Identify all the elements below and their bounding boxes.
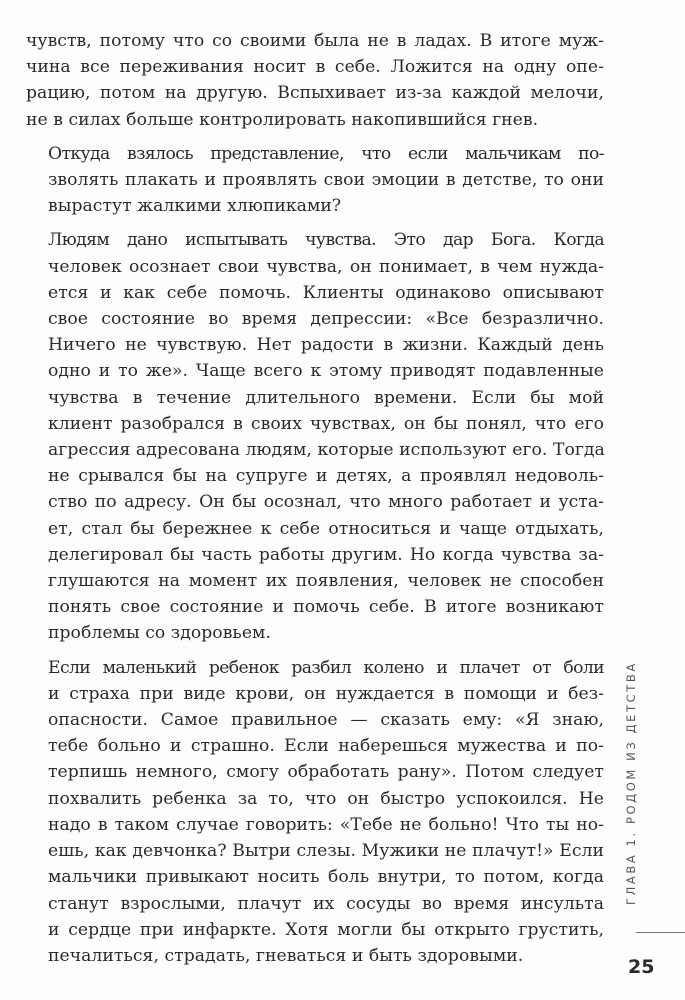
footer-rule	[636, 932, 685, 933]
text-line: понять свое состояние и помочь себе. В итоге возникают	[48, 597, 604, 618]
text-line: и сердце при инфаркте. Хотя могли бы открыто грустить,	[48, 919, 604, 940]
text-line: Ничего не чувствую. Нет радости в жизни. Каждый день	[48, 335, 604, 356]
text-line: агрессия адресована людям, которые используют его. Тогда	[48, 440, 605, 461]
text-line: свое состояние во время депрессии: «Все безразлично.	[48, 309, 604, 330]
text-line: чувств, потому что со своими была не в ладах. В итоге муж-	[26, 31, 604, 51]
running-head: ГЛАВА 1. РОДОМ ИЗ ДЕТСТВА	[624, 661, 638, 905]
text-line: ство по адресу. Он бы осознал, что много работает и уста-	[48, 492, 604, 513]
text-line: не срывался бы на супруге и детях, а проявлял недоволь-	[48, 466, 604, 487]
text-line: похвалить ребенка за то, что он быстро успокоился. Не	[48, 788, 604, 809]
text-line: одно и то же». Чаще всего к этому приводят подавленные	[48, 361, 604, 382]
text-line: проблемы со здоровьем.	[48, 623, 271, 644]
text-line: вырастут жалкими хлюпиками?	[48, 196, 342, 217]
paragraph-2	[26, 141, 604, 220]
text-line: ешь, как девчонка? Вытри слезы. Мужики не плачут!» Если	[48, 841, 604, 862]
text-line: Откуда взялось представление, что если мальчикам по-	[48, 143, 604, 164]
text-line: Людям дано испытывать чувства. Это дар Бога. Когда	[48, 230, 604, 251]
text-line: опасности. Самое правильное — сказать ему: «Я знаю,	[48, 710, 604, 731]
text-line: клиент разобрался в своих чувствах, он бы понял, что его	[48, 413, 604, 434]
text-line: тебе больно и страшно. Если наберешься мужества и по-	[48, 736, 604, 757]
paragraph-3	[26, 227, 604, 646]
text-line: рацию, потом на другую. Вспыхивает из-за каждой мелочи,	[26, 83, 604, 104]
text-line: Если маленький ребенок разбил колено и плачет от боли	[48, 657, 604, 678]
text-line: терпишь немного, смогу обработать рану». Потом следует	[48, 762, 604, 783]
text-line: зволять плакать и проявлять свои эмоции в детстве, то они	[48, 170, 604, 191]
text-line: надо в таком случае говорить: «Тебе не больно! Что ты но-	[48, 814, 604, 835]
paragraph-4	[26, 655, 604, 969]
text-line: ется и как себе помочь. Клиенты одинаково описывают	[48, 282, 604, 303]
body-text	[26, 28, 604, 977]
page-number: 25	[628, 956, 655, 978]
text-line: и страха при виде крови, он нуждается в помощи и без-	[48, 683, 604, 704]
paragraph-1	[26, 28, 604, 133]
text-line: делегировал бы часть работы другим. Но когда чувства за-	[48, 544, 604, 565]
text-line: ет, стал бы бережнее к себе относиться и чаще отдыхать,	[48, 518, 604, 539]
text-line: станут взрослыми, плачут их сосуды во время инсульта	[48, 893, 604, 914]
text-line: печалиться, страдать, гневаться и быть здоровыми.	[48, 945, 524, 966]
text-line: чина все переживания носит в себе. Ложится на одну опе-	[26, 57, 604, 78]
text-line: не в силах больше контролировать накопившийся гнев.	[26, 109, 539, 130]
text-line: чувства в течение длительного времени. Если бы мой	[48, 387, 604, 408]
text-line: человек осознает свои чувства, он понимает, в чем нужда-	[48, 256, 604, 277]
text-line: глушаются на момент их появления, человек не способен	[48, 571, 604, 592]
text-line: мальчики привыкают носить боль внутри, то потом, когда	[48, 867, 604, 888]
